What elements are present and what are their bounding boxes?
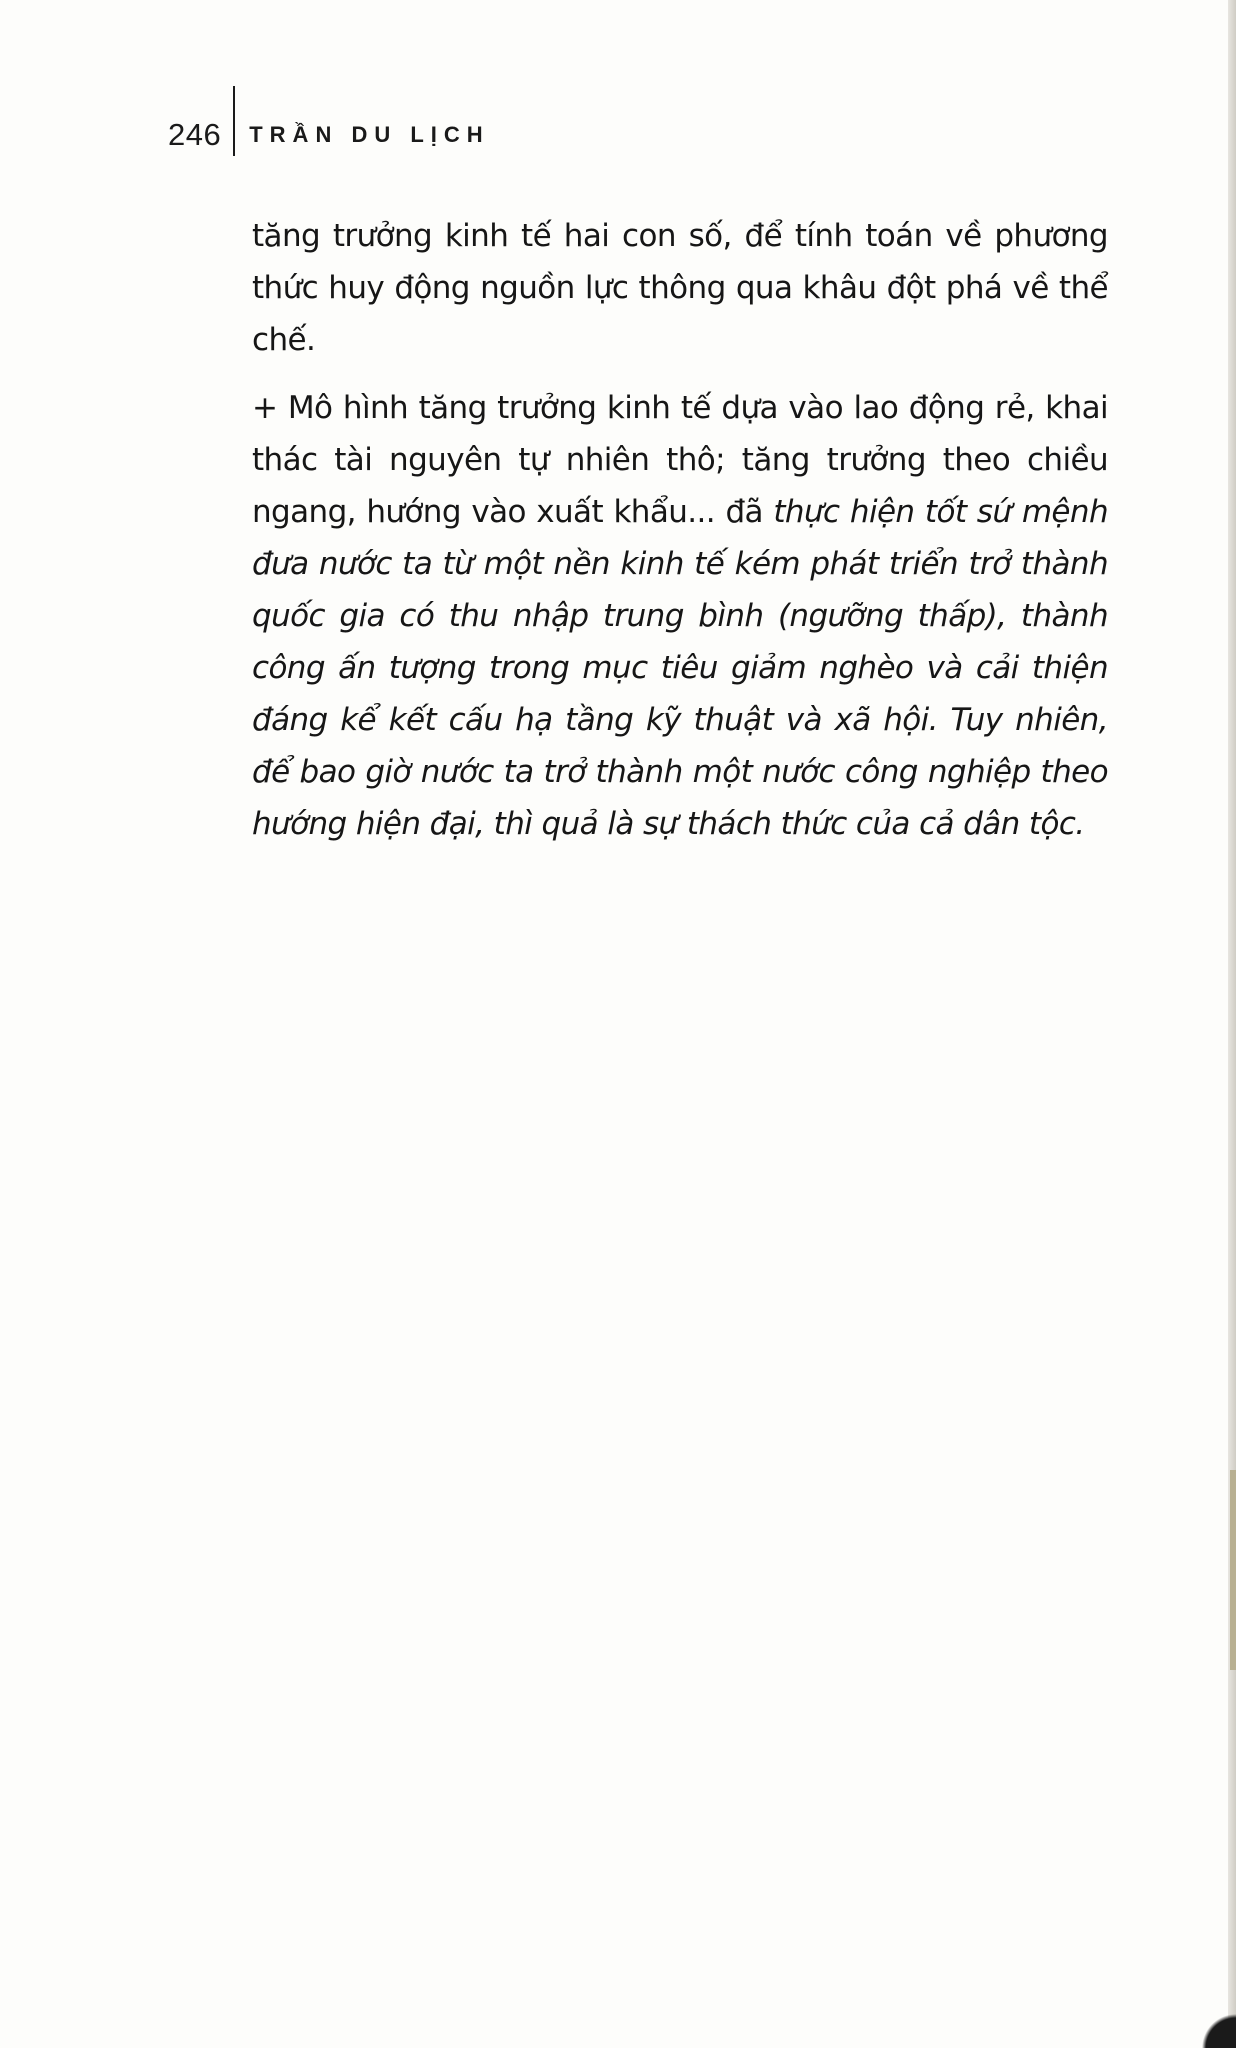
paragraph-2-italic: thực hiện tốt sứ mệnh đưa nước ta từ một nền kinh tế kém phát triển trở thành quốc gia có thu nhập trung bình (ngưỡng thấp), thành công ấn tượng trong mục tiêu giảm nghèo và cải thiện đáng kể kết cấu hạ tầng kỹ thuật và xã hội. Tuy nhiên, để bao giờ nước ta trở thành một nước công nghiệp theo hướng hiện đại, thì quả là sự thách thức của cả dân tộc.	[252, 494, 1108, 842]
running-head	[168, 118, 490, 152]
paragraph-1: tăng trưởng kinh tế hai con số, để tính toán về phương thức huy động nguồn lực thông qua khâu đột phá về thể chế.	[252, 218, 1108, 358]
paragraph-2-plain: + Mô hình tăng trưởng kinh tế dựa vào lao động rẻ, khai thác tài nguyên tự nhiên thô; tăng trưởng theo chiều ngang, hướng vào xuất khẩu... đã	[252, 390, 1108, 530]
author-name: TRẦN DU LỊCH	[249, 122, 490, 147]
body-text	[252, 210, 1108, 850]
header-divider	[233, 86, 235, 156]
page-edge	[1228, 0, 1236, 2048]
page-edge-marker	[1230, 1470, 1236, 1670]
paragraph-2	[252, 382, 1108, 850]
page-number: 246	[168, 117, 222, 152]
corner-shadow	[1176, 1988, 1236, 2048]
